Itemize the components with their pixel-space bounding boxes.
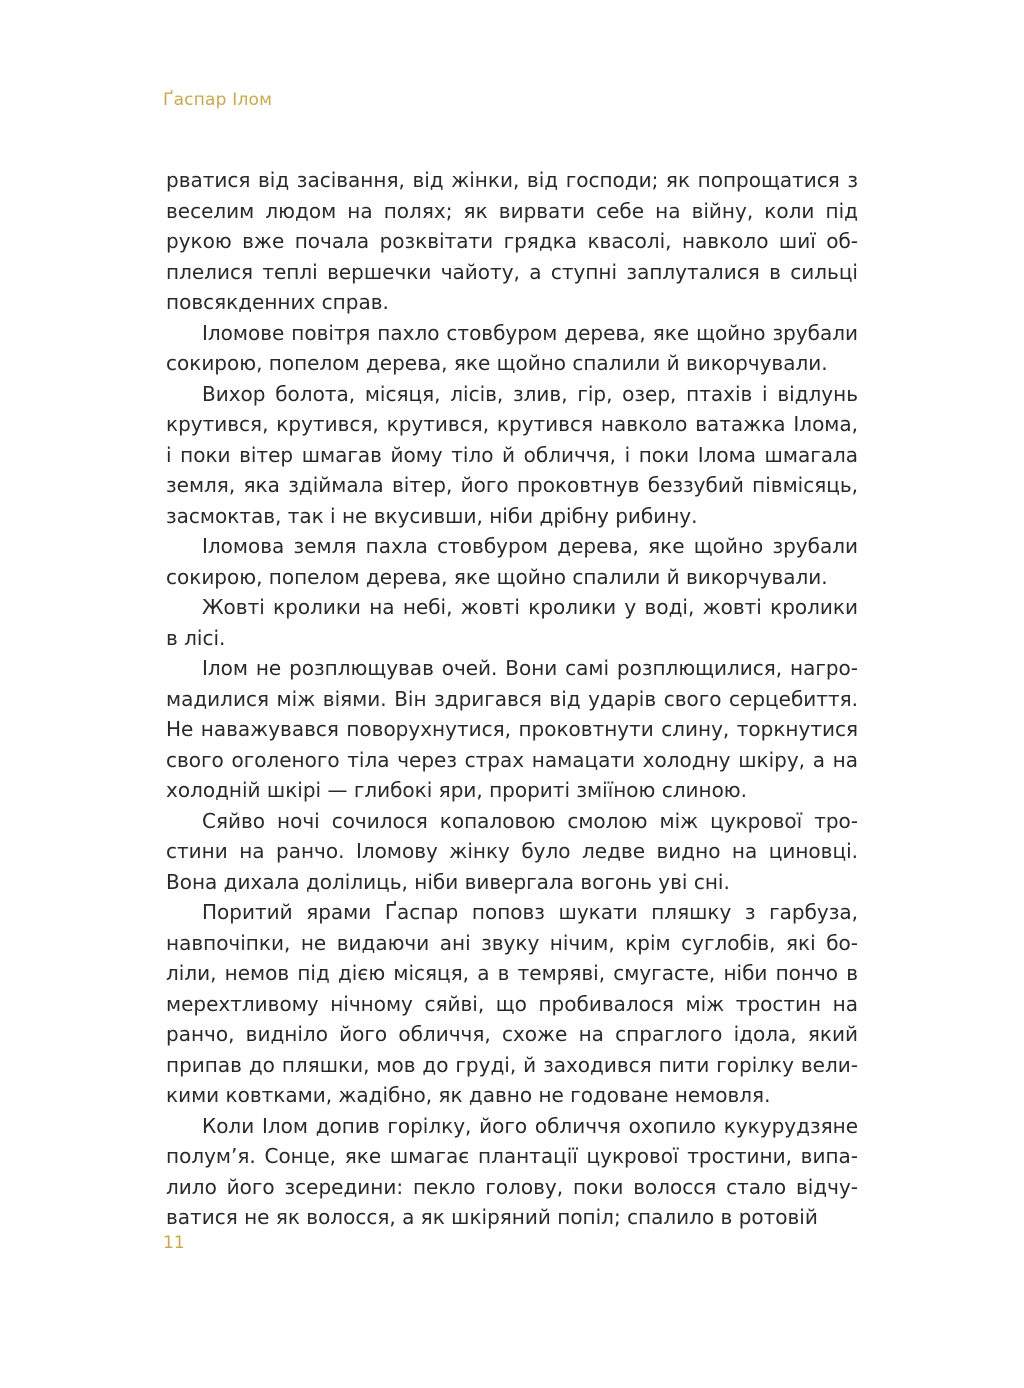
paragraph: Іломова земля пахла стовбуром дерева, яке щойно зрубали сокирою, попелом дерева, яке щойно спалили й викорчували.	[166, 534, 858, 589]
paragraph: рватися від засівання, від жінки, від господи; як попрощатися з веселим людом на полях; як вирвати себе на війну, коли під рукою вже почала розквітати грядка квасолі, навколо шиї об-плелися теплі вершечки чайоту, а ступні заплуталися в сильці повсякденних справ.	[166, 168, 858, 314]
paragraph: Вихор болота, місяця, лісів, злив, гір, озер, птахів і відлунь крутився, крутився, крутився, крутився навколо ватажка Ілома, і поки вітер шмагав йому тіло й обличчя, і поки Ілома шмагала земля, яка здіймала вітер, його проковтнув беззубий півмісяць, засмоктав, так і не вкусивши, ніби дрібну рибину.	[166, 381, 858, 528]
paragraph: Сяйво ночі сочилося копаловою смолою між цукрової тро-стини на ранчо. Іломову жінку було ледве видно на циновці. Вона дихала долілиць, ніби вивергала вогонь уві сні.	[166, 808, 858, 894]
paragraph: Поритий ярами Ґаспар поповз шукати пляшку з гарбуза, навпочіпки, не видаючи ані звуку нічим, крім суглобів, які бо-ліли, немов під дією місяця, а в темряві, смугасте, ніби пончо в мерехтливому нічному сяйві, що пробивалося між тростин на ранчо, виднілo його обличчя, схоже на спраглого ідола, який припав до пляшки, мов до груді, й заходився пити горілку вели-кими ковтками, жадібно, як давно не годоване немовля.	[166, 900, 858, 1107]
running-header-title: Ґаспар Ілом	[163, 90, 273, 110]
paragraph: Коли Ілом допив горілку, його обличчя охопило кукурудзяне полум’я. Сонце, яке шмагає плантації цукрової тростини, випа-лило його зсередини: пекло голову, поки волосся стало відчу-ватися не як волосся, а як шкіряний попіл; спалило в ротовій	[166, 1113, 858, 1229]
paragraph: Іломове повітря пахло стовбуром дерева, яке щойно зрубали сокирою, попелом дерева, яке щойно спалили й викорчували.	[166, 320, 858, 375]
body-text	[166, 165, 858, 1233]
paragraph: Жовті кролики на небі, жовті кролики у воді, жовті кролики в лісі.	[166, 595, 858, 650]
paragraph: Ілом не розплющував очей. Вони самі розплющилися, нагро-мадилися між віями. Він здригався від ударів свого серцебиття. Не наважувався поворухнутися, проковтнути слину, торкнутися свого оголеного тіла через страх намацати холодну шкіру, а на холодній шкірі — глибокі яри, прориті зміїною слиною.	[166, 656, 858, 802]
page-number: 11	[163, 1233, 185, 1253]
